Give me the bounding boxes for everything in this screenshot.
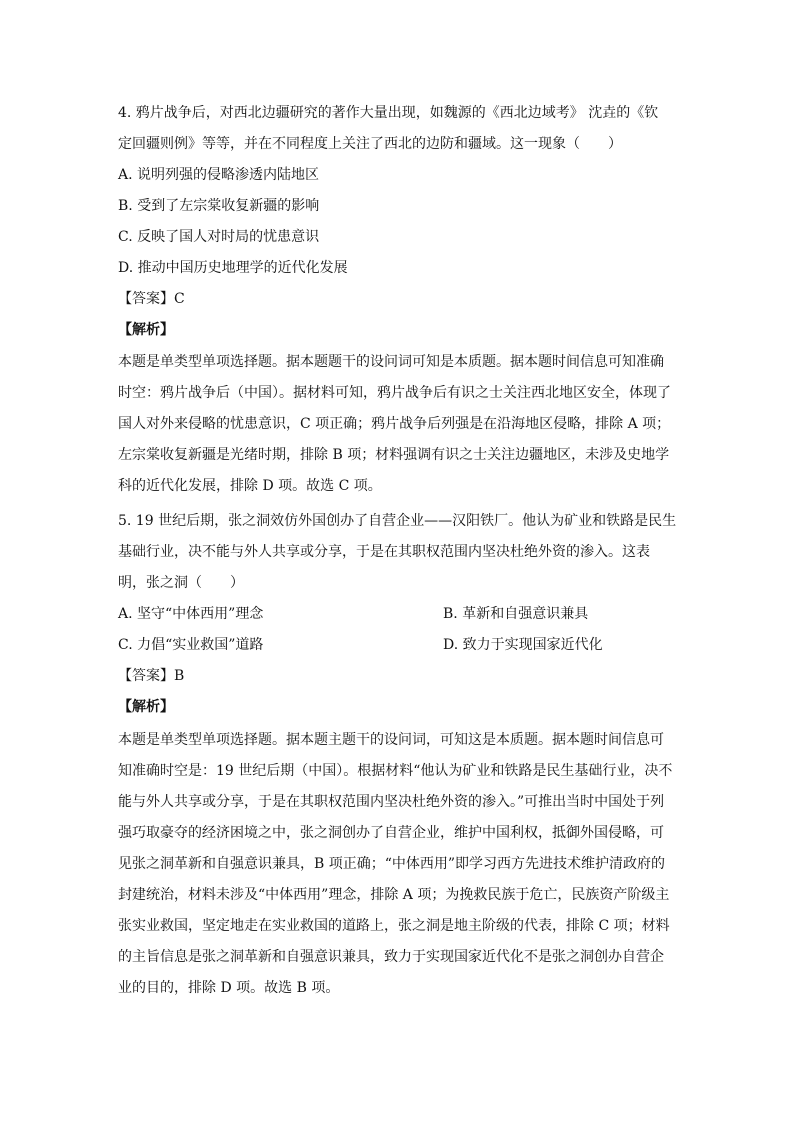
q4-answer: 【答案】C	[118, 291, 185, 307]
q4-analysis-line-1: 本题是单类型单项选择题。据本题题干的设问词可知是本质题。据本题时间信息可知准确	[118, 354, 664, 370]
q4-option-a: A. 说明列强的侵略渗透内陆地区	[118, 167, 320, 183]
q5-stem-line-2: 基础行业，决不能与外人共享或分享，于是在其职权范围内坚决杜绝外资的渗入。这表	[118, 544, 650, 560]
q5-analysis-line-7: 张实业救国，坚定地走在实业救国的道路上，张之洞是地主阶级的代表，排除 C 项；材料	[118, 918, 670, 934]
q4-option-d: D. 推动中国历史地理学的近代化发展	[118, 260, 348, 276]
q5-analysis-line-1: 本题是单类型单项选择题。据本题主题干的设问词，可知这是本质题。据本题时间信息可	[118, 732, 664, 748]
q5-analysis-line-5: 见张之洞革新和自强意识兼具，B 项正确；“中体西用”即学习西方先进技术维护清政府的	[118, 856, 666, 872]
q5-analysis-line-8: 的主旨信息是张之洞革新和自强意识兼具，致力于实现国家近代化不是张之洞创办自营企	[118, 949, 664, 965]
q5-analysis-line-6: 封建统治，材料未涉及“中体西用”理念，排除 A 项；为挽救民族于危亡，民族资产阶级主	[118, 887, 670, 903]
q5-option-c: C. 力倡“实业救国”道路	[118, 637, 264, 653]
q4-analysis-line-2: 时空：鸦片战争后（中国）。据材料可知，鸦片战争后有识之士关注西北地区安全，体现了	[118, 385, 671, 401]
q4-stem-line-2: 定回疆则例》等等，并在不同程度上关注了西北的边防和疆域。这一现象（ ）	[118, 136, 622, 152]
q4-analysis-line-3: 国人对外来侵略的忧患意识，C 项正确；鸦片战争后列强是在沿海地区侵略，排除 A 项；	[118, 416, 671, 432]
q5-answer: 【答案】B	[118, 668, 185, 684]
q4-stem-line-1: 4. 鸦片战争后，对西北边疆研究的著作大量出现，如魏源的《西北边域考》 沈垚的《钦	[118, 105, 659, 121]
q4-analysis-line-5: 科的近代化发展，排除 D 项。故选 C 项。	[118, 478, 382, 494]
q5-stem-line-3: 明，张之洞（ ）	[118, 575, 244, 591]
q5-analysis-line-9: 业的目的，排除 D 项。故选 B 项。	[118, 980, 340, 996]
q5-analysis-label: 【解析】	[118, 699, 174, 715]
q4-analysis-label: 【解析】	[118, 322, 174, 338]
q5-stem-line-1: 5. 19 世纪后期，张之洞效仿外国创办了自营企业——汉阳铁厂。他认为矿业和铁路是民生	[118, 513, 677, 529]
q5-analysis-line-2: 知准确时空是：19 世纪后期（中国）。根据材料“他认为矿业和铁路是民生基础行业，决不	[118, 763, 673, 779]
q4-option-b: B. 受到了左宗棠收复新疆的影响	[118, 198, 320, 214]
q5-analysis-line-3: 能与外人共享或分享，于是在其职权范围内坚决杜绝外资的渗入。”可推出当时中国处于列	[118, 794, 665, 810]
q4-analysis-line-4: 左宗棠收复新疆是光绪时期，排除 B 项；材料强调有识之士关注边疆地区，未涉及史地学	[118, 447, 670, 463]
q5-analysis-line-4: 强巧取豪夺的经济困境之中，张之洞创办了自营企业，维护中国利权，抵御外国侵略，可	[118, 825, 664, 841]
q4-option-c: C. 反映了国人对时局的忧患意识	[118, 229, 320, 245]
q5-option-b: B. 革新和自强意识兼具	[443, 606, 589, 622]
q5-option-a: A. 坚守“中体西用”理念	[118, 606, 264, 622]
q5-option-d: D. 致力于实现国家近代化	[443, 637, 603, 653]
